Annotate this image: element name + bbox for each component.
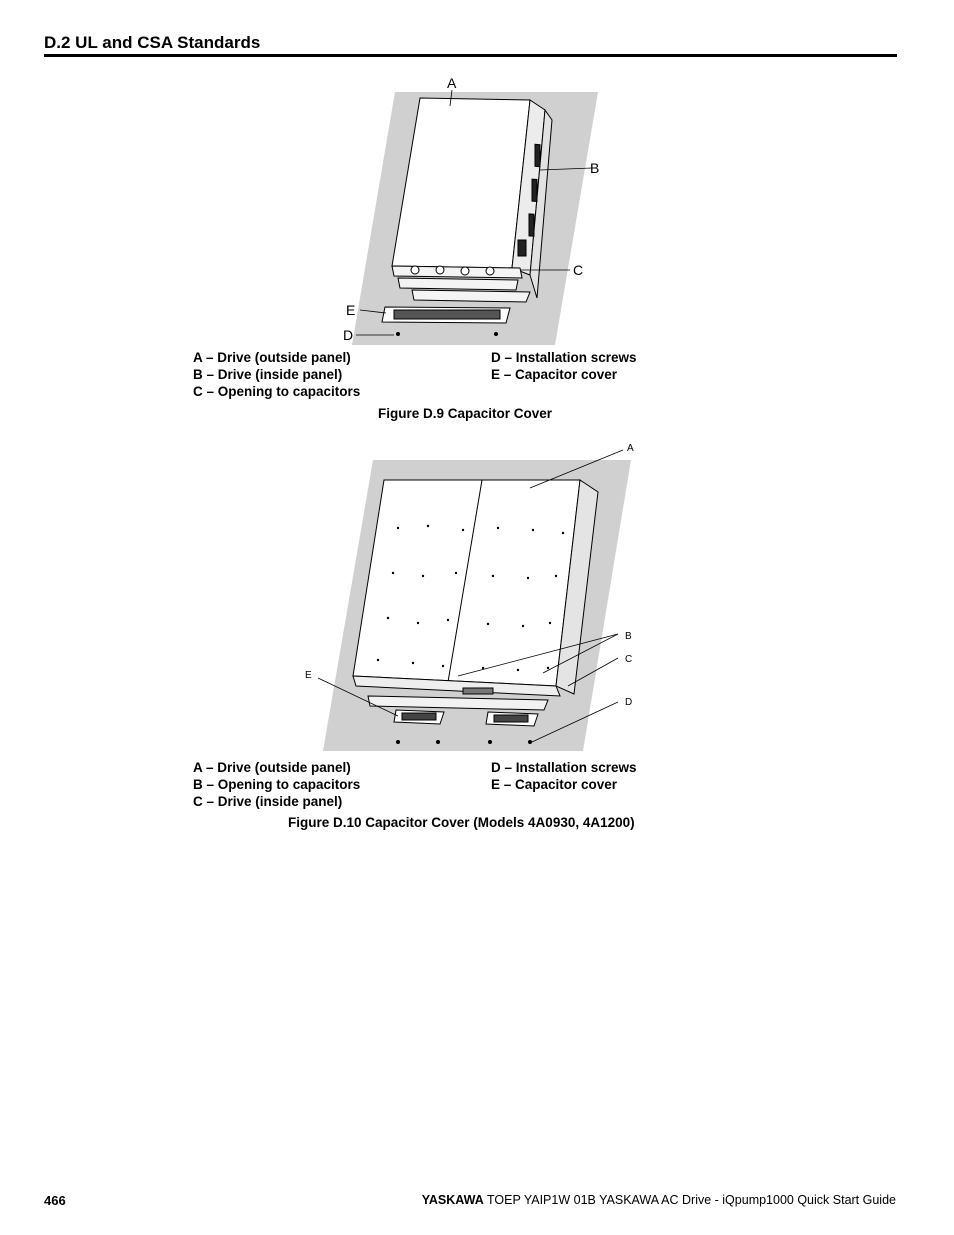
callout-label-e: E bbox=[346, 302, 356, 318]
legend-item: E – Capacitor cover bbox=[491, 367, 618, 382]
capacitor-cover bbox=[382, 307, 510, 323]
legend-item: C – Drive (inside panel) bbox=[193, 794, 343, 809]
figure-d10-legend-right bbox=[491, 759, 637, 793]
figure-d10-caption: Figure D.10 Capacitor Cover (Models 4A0930, 4A1200) bbox=[288, 815, 635, 830]
legend-item: B – Drive (inside panel) bbox=[193, 367, 343, 382]
legend-item: B – Opening to capacitors bbox=[193, 777, 361, 792]
callout-label-b: B bbox=[590, 160, 600, 176]
callout-label-d: D bbox=[625, 697, 633, 708]
callout-label-c: C bbox=[573, 262, 584, 278]
figure-d9-legend-left bbox=[193, 349, 360, 400]
footer-doc-title: TOEP YAIP1W 01B YASKAWA AC Drive - iQpump1000 Quick Start Guide bbox=[483, 1193, 896, 1207]
callout-label-a: A bbox=[447, 75, 457, 91]
callout-label-e: E bbox=[305, 670, 312, 681]
page-number: 466 bbox=[44, 1193, 66, 1208]
footer-brand: YASKAWA bbox=[421, 1193, 484, 1207]
callout-label-b: B bbox=[625, 631, 632, 642]
figure-d9-legend-right bbox=[491, 349, 637, 383]
footer-document-title bbox=[422, 1193, 896, 1207]
callout-label-a: A bbox=[627, 443, 634, 454]
section-divider bbox=[44, 54, 897, 57]
legend-item: E – Capacitor cover bbox=[491, 777, 618, 792]
figure-d9-illustration bbox=[330, 70, 630, 345]
figure-d10-illustration bbox=[298, 438, 648, 758]
figure-d9-caption: Figure D.9 Capacitor Cover bbox=[378, 406, 553, 421]
section-title: D.2 UL and CSA Standards bbox=[44, 33, 261, 52]
legend-item: D – Installation screws bbox=[491, 350, 637, 365]
figure-d10-legend-left bbox=[193, 759, 360, 810]
legend-item: A – Drive (outside panel) bbox=[193, 760, 351, 775]
legend-item: A – Drive (outside panel) bbox=[193, 350, 351, 365]
callout-label-d: D bbox=[343, 327, 354, 343]
callout-label-c: C bbox=[625, 654, 633, 665]
legend-item: C – Opening to capacitors bbox=[193, 384, 361, 399]
legend-item: D – Installation screws bbox=[491, 760, 637, 775]
